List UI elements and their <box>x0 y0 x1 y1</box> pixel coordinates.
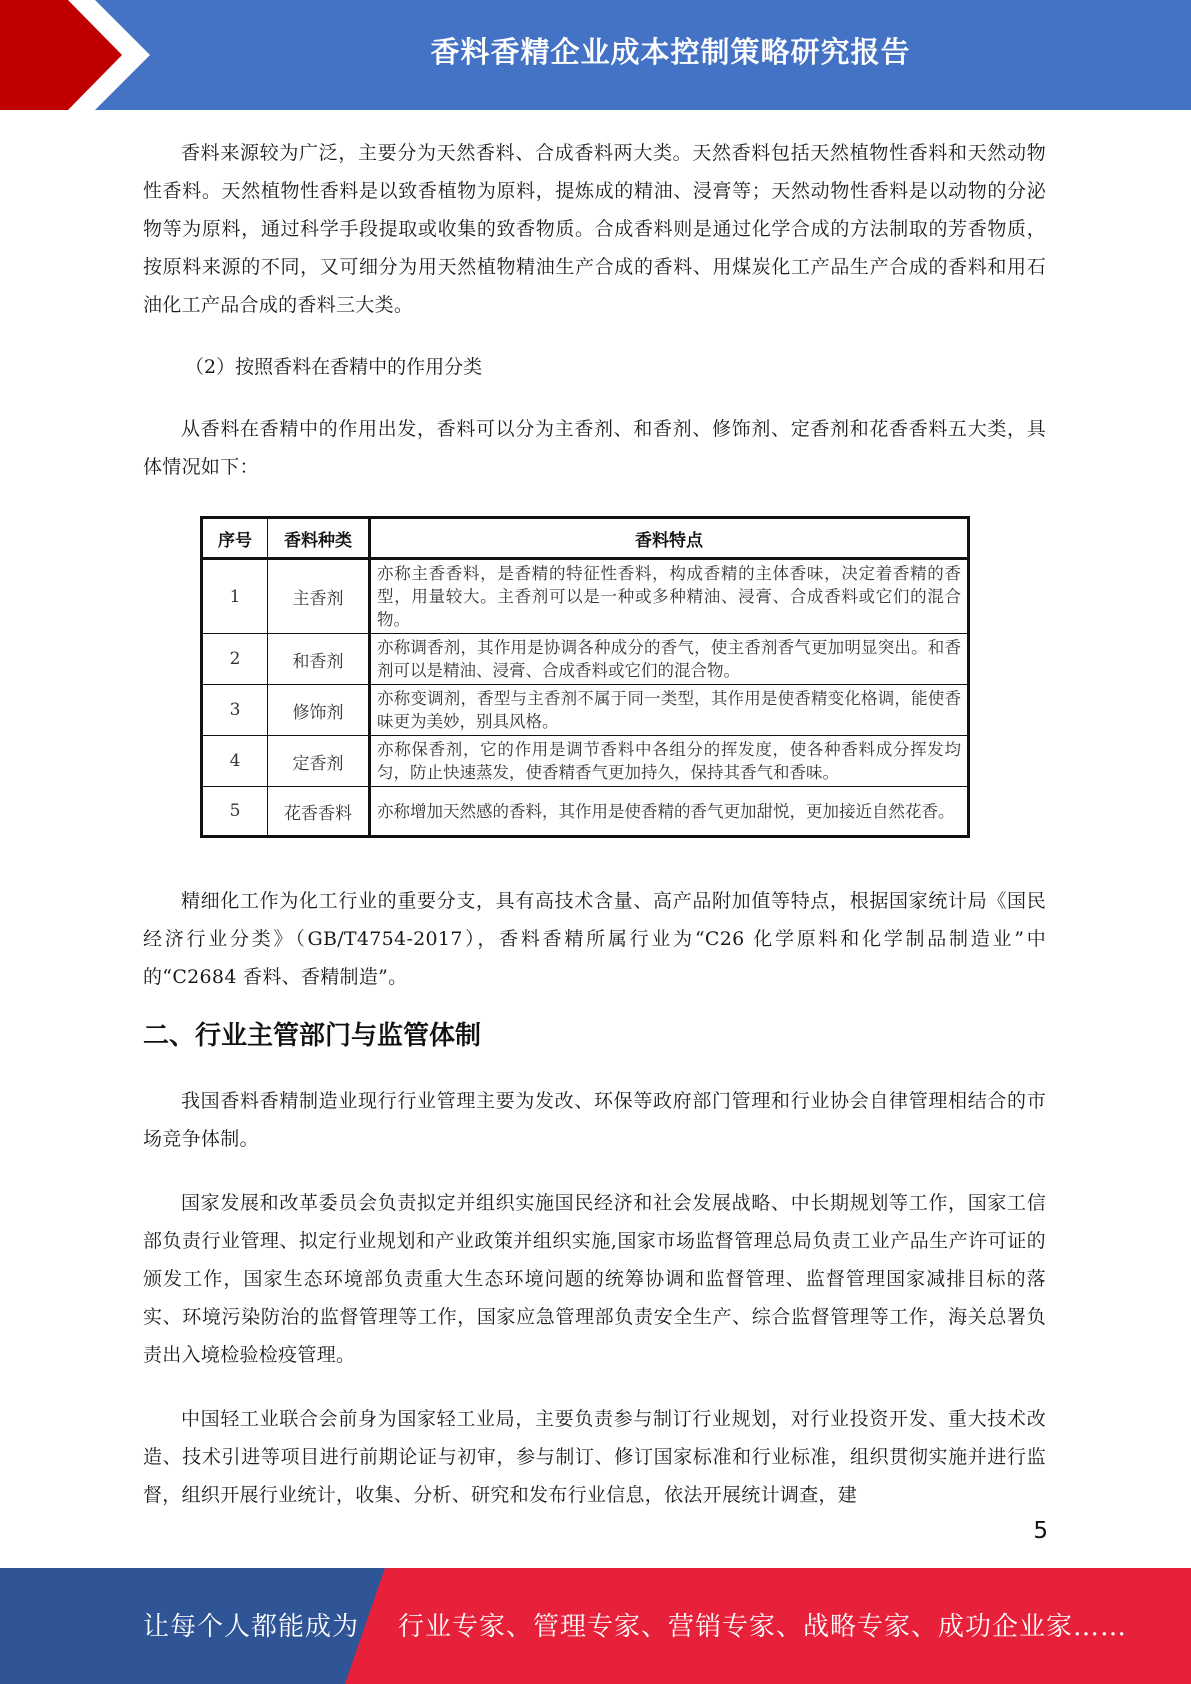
footer-slogan-right: 行业专家、管理专家、营销专家、战略专家、成功企业家…… <box>398 1612 1128 1642</box>
fragrance-classification-table <box>200 516 970 838</box>
paragraph-government-departments: 国家发展和改革委员会负责拟定并组织实施国民经济和社会发展战略、中长期规划等工作，国家工信部负责行业管理、拟定行业规划和产业政策并组织实施,国家市场监督管理总局负责工业产品生产许可证的颁发工作，国家生态环境部负责重大生态环境问题的统筹协调和监督管理、监督管理国家减排目标的落实、环境污染防治的监督管理等工作，国家应急管理部负责安全生产、综合监督管理等工作，海关总署负责出入境检验检疫管理。 <box>143 1192 1046 1366</box>
table-row <box>202 559 969 634</box>
cell-type: 花香香料 <box>268 787 370 837</box>
cell-desc: 亦称调香剂，其作用是协调各种成分的香气，使主香剂香气更加明显突出。和香剂可以是精油、浸膏、合成香料或它们的混合物。 <box>370 634 969 685</box>
section-title-regulation: 二、行业主管部门与监管体制 <box>143 1021 482 1051</box>
paragraph-industry-classification: 精细化工作为化工行业的重要分支，具有高技术含量、高产品附加值等特点，根据国家统计局《国民经济行业分类》（GB/T4754-2017），香料香精所属行业为“C26 化学原料和化学制品制造业”中的“C2684 香料、香精制造”。 <box>143 890 1046 988</box>
page-footer <box>0 1568 1191 1684</box>
page-header <box>0 0 1191 110</box>
page-content <box>143 134 1046 1514</box>
cell-id: 4 <box>202 736 268 787</box>
table-row <box>202 736 969 787</box>
header-desc: 香料特点 <box>370 518 969 559</box>
table-row <box>202 634 969 685</box>
cell-type: 定香剂 <box>268 736 370 787</box>
cell-type: 和香剂 <box>268 634 370 685</box>
paragraph-classification-intro: 从香料在香精中的作用出发，香料可以分为主香剂、和香剂、修饰剂、定香剂和花香香料五大类，具体情况如下： <box>143 418 1046 478</box>
report-title: 香料香精企业成本控制策略研究报告 <box>430 35 911 69</box>
paragraph-fragrance-sources: 香料来源较为广泛，主要分为天然香料、合成香料两大类。天然香料包括天然植物性香料和天然动物性香料。天然植物性香料是以致香植物为原料，提炼成的精油、浸膏等；天然动物性香料是以动物的分泌物等为原料，通过科学手段提取或收集的致香物质。合成香料则是通过化学合成的方法制取的芳香物质，按原料来源的不同，又可细分为用天然植物精油生产合成的香料、用煤炭化工产品生产合成的香料和用石油化工产品合成的香料三大类。 <box>143 142 1046 316</box>
footer-slogan-left: 让每个人都能成为 <box>143 1612 360 1642</box>
page-number: 5 <box>1033 1518 1048 1544</box>
cell-type: 修饰剂 <box>268 685 370 736</box>
subheading-classification: （2）按照香料在香精中的作用分类 <box>185 356 483 378</box>
cell-id: 2 <box>202 634 268 685</box>
cell-id: 5 <box>202 787 268 837</box>
header-type: 香料种类 <box>268 518 370 559</box>
cell-type: 主香剂 <box>268 559 370 634</box>
cell-id: 3 <box>202 685 268 736</box>
paragraph-management-system: 我国香料香精制造业现行行业管理主要为发改、环保等政府部门管理和行业协会自律管理相结合的市场竞争体制。 <box>143 1090 1046 1150</box>
cell-desc: 亦称增加天然感的香料，其作用是使香精的香气更加甜悦，更加接近自然花香。 <box>370 787 969 837</box>
fragrance-table-wrapper <box>200 516 970 838</box>
cell-desc: 亦称主香香料，是香精的特征性香料，构成香精的主体香味，决定着香精的香型，用量较大。主香剂可以是一种或多种精油、浸膏、合成香料或它们的混合物。 <box>370 559 969 634</box>
cell-desc: 亦称变调剂，香型与主香剂不属于同一类型，其作用是使香精变化格调，能使香味更为美妙，别具风格。 <box>370 685 969 736</box>
header-id: 序号 <box>202 518 268 559</box>
table-header-row <box>202 518 969 559</box>
cell-desc: 亦称保香剂，它的作用是调节香料中各组分的挥发度，使各种香料成分挥发均匀，防止快速蒸发，使香精香气更加持久，保持其香气和香味。 <box>370 736 969 787</box>
cell-id: 1 <box>202 559 268 634</box>
table-row <box>202 685 969 736</box>
table-row <box>202 787 969 837</box>
paragraph-light-industry-federation: 中国轻工业联合会前身为国家轻工业局，主要负责参与制订行业规划，对行业投资开发、重大技术改造、技术引进等项目进行前期论证与初审，参与制订、修订国家标准和行业标准，组织贯彻实施并进行监督，组织开展行业统计，收集、分析、研究和发布行业信息，依法开展统计调查，建 <box>143 1408 1046 1506</box>
